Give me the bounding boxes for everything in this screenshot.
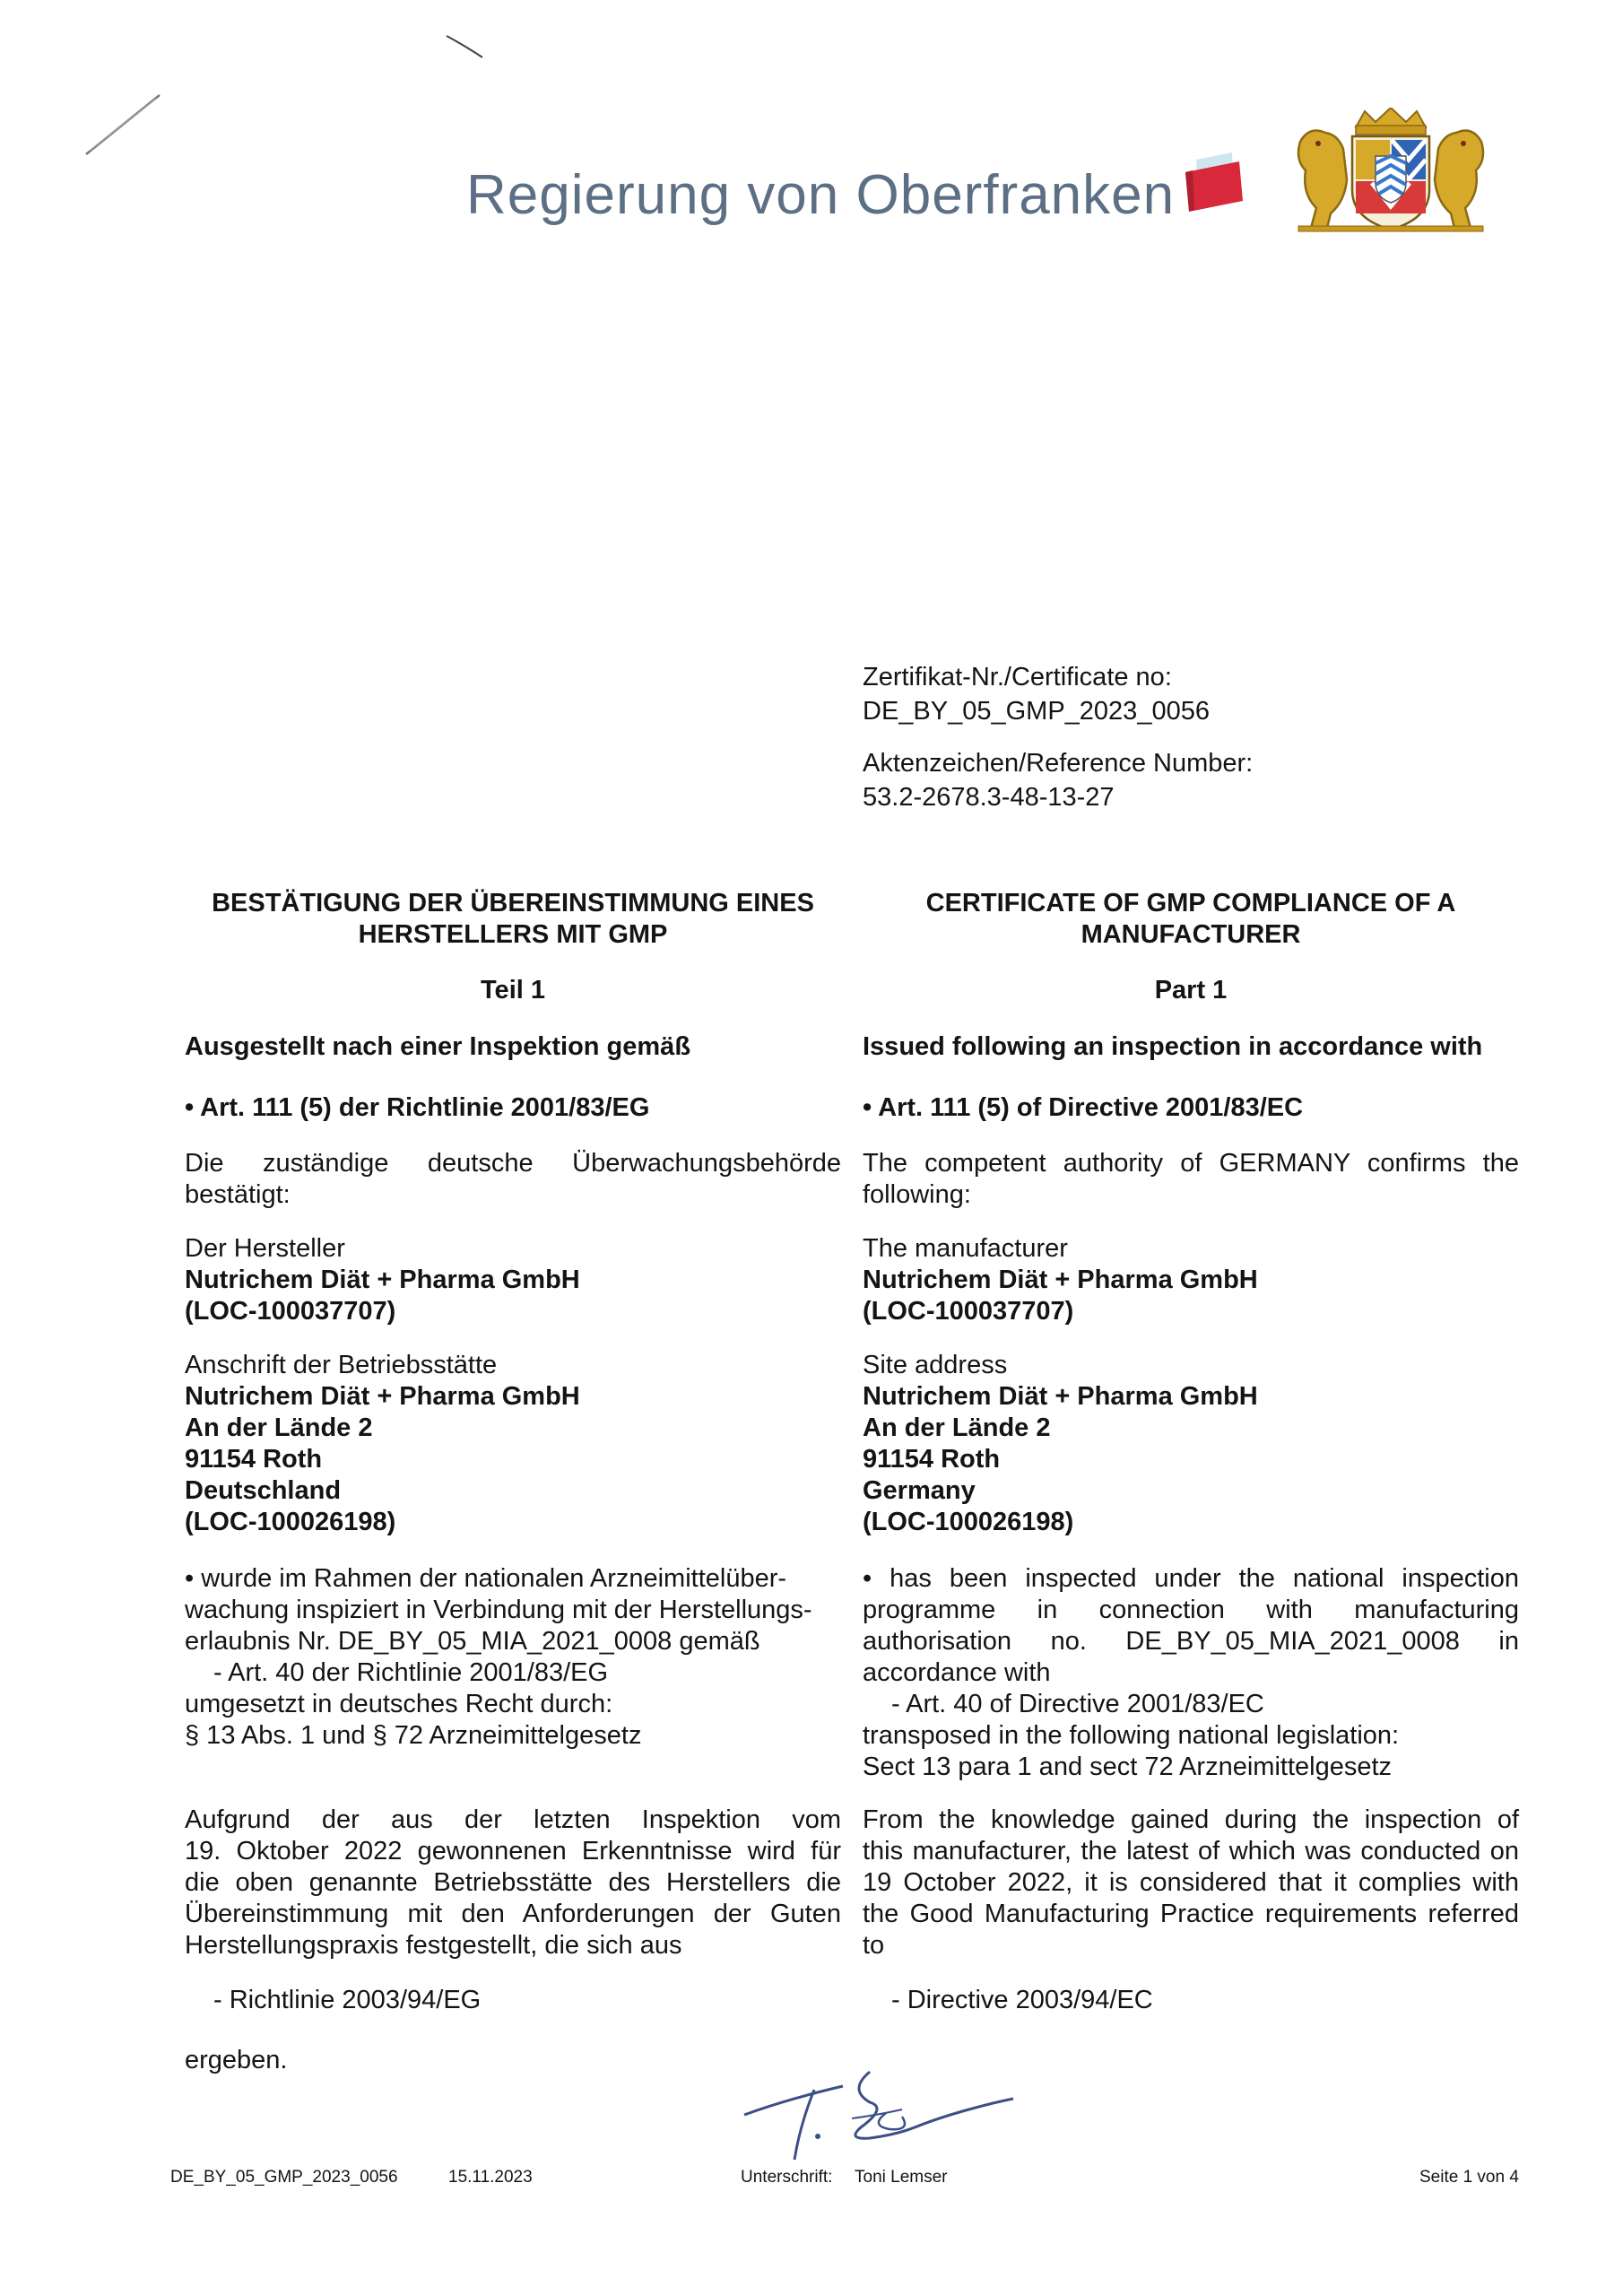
en-directive: - Directive 2003/94/EC [891,1986,1153,2014]
de-inspected-line-1: • wurde im Rahmen der nationalen Arzneimittelüber- [185,1564,787,1593]
en-inspected-line-5: - Art. 40 of Directive 2001/83/EC [891,1690,1264,1718]
en-authority-line-2: following: [863,1180,971,1209]
en-site-label: Site address [863,1351,1008,1379]
de-knowledge-line-5: Herstellungspraxis festgestellt, die sich aus [185,1931,682,1960]
en-authority-line-1: The competent authority of GERMANY confirms the [863,1149,1519,1178]
de-knowledge-line-2: 19. Oktober 2022 gewonnenen Erkenntnisse wird für [185,1837,841,1866]
de-inspected-line-3: erlaubnis Nr. DE_BY_05_MIA_2021_0008 gemäß [185,1627,760,1656]
en-inspected-line-7: Sect 13 para 1 and sect 72 Arzneimittelgesetz [863,1752,1393,1781]
en-knowledge-line-4: the Good Manufacturing Practice requirements referred [863,1900,1519,1928]
de-site-label: Anschrift der Betriebsstätte [185,1351,498,1379]
de-directive: - Richtlinie 2003/94/EG [213,1986,482,2014]
de-closing: ergeben. [185,2046,288,2074]
en-site-city: 91154 Roth [863,1445,1001,1474]
de-inspected-line-4: - Art. 40 der Richtlinie 2001/83/EG [213,1658,609,1687]
en-part: Part 1 [1154,976,1228,1004]
en-inspected-line-3: authorisation no. DE_BY_05_MIA_2021_0008 in [863,1627,1519,1656]
de-site-name: Nutrichem Diät + Pharma GmbH [185,1382,580,1411]
de-inspected-line-6: § 13 Abs. 1 und § 72 Arzneimittelgesetz [185,1721,642,1750]
footer-signature-label: Unterschrift: [741,2168,833,2187]
de-knowledge-line-3: die oben genannte Betriebsstätte des Herstellers die [185,1868,841,1897]
certificate-number: DE_BY_05_GMP_2023_0056 [863,697,1210,726]
de-site-loc: (LOC-100026198) [185,1508,396,1536]
de-inspected-line-5: umgesetzt in deutsches Recht durch: [185,1690,613,1718]
coat-of-arms-icon [1291,108,1490,233]
brand-flag-icon [1182,152,1248,215]
de-manufacturer-loc: (LOC-100037707) [185,1297,396,1326]
organization-name: Regierung von Oberfranken [466,164,1176,226]
de-knowledge-line-4: Übereinstimmung mit den Anforderungen der Guten [185,1900,841,1928]
en-manufacturer-loc: (LOC-100037707) [863,1297,1074,1326]
en-inspected-line-2: programme in connection with manufacturing [863,1596,1519,1624]
reference-number: 53.2-2678.3-48-13-27 [863,783,1115,812]
en-title-line-1: CERTIFICATE OF GMP COMPLIANCE OF A [925,889,1456,918]
de-site-country: Deutschland [185,1476,342,1505]
en-article: • Art. 111 (5) of Directive 2001/83/EC [863,1093,1304,1122]
de-part: Teil 1 [481,976,545,1004]
de-manufacturer-name: Nutrichem Diät + Pharma GmbH [185,1265,580,1294]
de-article: • Art. 111 (5) der Richtlinie 2001/83/EG [185,1093,650,1122]
en-knowledge-line-1: From the knowledge gained during the inspection of [863,1805,1519,1834]
de-site-city: 91154 Roth [185,1445,323,1474]
en-inspected-line-1: • has been inspected under the national inspection [863,1564,1519,1593]
reference-number-label: Aktenzeichen/Reference Number: [863,749,1254,778]
handwritten-signature [735,2063,1022,2170]
de-knowledge-line-1: Aufgrund der aus der letzten Inspektion vom [185,1805,841,1834]
en-inspected-line-6: transposed in the following national legislation: [863,1721,1400,1750]
de-title-line-2: HERSTELLERS MIT GMP [358,920,668,949]
en-knowledge-line-3: 19 October 2022, it is considered that it complies with [863,1868,1519,1897]
de-issued-heading: Ausgestellt nach einer Inspektion gemäß [185,1032,691,1061]
en-site-name: Nutrichem Diät + Pharma GmbH [863,1382,1258,1411]
en-site-country: Germany [863,1476,976,1505]
footer-signatory: Toni Lemser [855,2168,948,2187]
en-site-street: An der Lände 2 [863,1413,1051,1442]
de-inspected-line-2: wachung inspiziert in Verbindung mit der Herstellungs- [185,1596,812,1624]
en-inspected-line-4: accordance with [863,1658,1051,1687]
en-manufacturer-name: Nutrichem Diät + Pharma GmbH [863,1265,1258,1294]
de-site-street: An der Lände 2 [185,1413,373,1442]
certificate-number-label: Zertifikat-Nr./Certificate no: [863,663,1172,691]
de-title-line-1: BESTÄTIGUNG DER ÜBEREINSTIMMUNG EINES [212,889,814,918]
en-title-line-2: MANUFACTURER [1081,920,1301,949]
en-knowledge-line-5: to [863,1931,885,1960]
footer-date: 15.11.2023 [448,2168,533,2187]
en-issued-heading: Issued following an inspection in accordance with [863,1032,1483,1061]
de-authority-line-2: bestätigt: [185,1180,291,1209]
footer-page-number: Seite 1 von 4 [1419,2168,1519,2187]
en-manufacturer-label: The manufacturer [863,1234,1068,1263]
de-manufacturer-label: Der Hersteller [185,1234,345,1263]
de-authority-line-1: Die zuständige deutsche Überwachungsbehörde [185,1149,841,1178]
footer-document-id: DE_BY_05_GMP_2023_0056 [170,2168,398,2187]
en-knowledge-line-2: this manufacturer, the latest of which was conducted on [863,1837,1519,1866]
en-site-loc: (LOC-100026198) [863,1508,1074,1536]
